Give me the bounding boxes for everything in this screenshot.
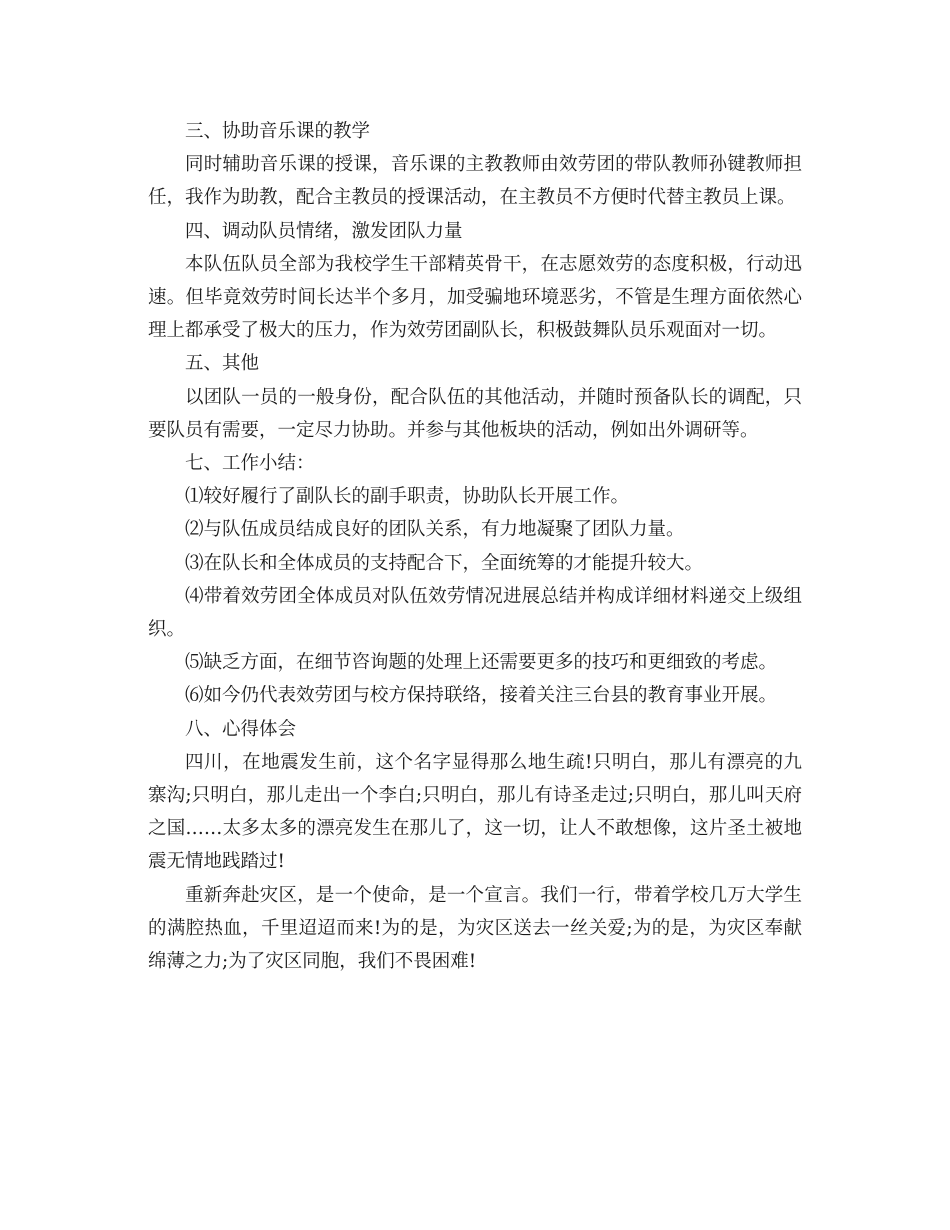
section-heading-other: 五、其他 xyxy=(185,353,260,375)
section-heading-work-summary: 七、工作小结： xyxy=(185,453,315,475)
summary-item-1: ⑴较好履行了副队长的副手职责，协助队长开展工作。 xyxy=(185,486,630,508)
section-heading-assist-music: 三、协助音乐课的教学 xyxy=(185,121,371,142)
paragraph-reflection-sichuan: 四川，在地震发生前，这个名字显得那么地生疏!只明白，那儿有漂亮的九寨沟;只明白，那儿走出一个李白;只明白，那儿有诗圣走过;只明白，那儿叫天府之国……太多太多的漂亮发生在那儿了，这一切，让人不敢想像，这片圣土被地震无情地践踏过! xyxy=(148,751,802,873)
section-heading-reflections: 八、心得体会 xyxy=(185,718,297,740)
paragraph-assist-music: 同时辅助音乐课的授课，音乐课的主教教师由效劳团的带队教师孙键教师担任，我作为助教，配合主教员的授课活动，在主教员不方便时代替主教员上课。 xyxy=(148,154,802,209)
document-body xyxy=(148,115,802,978)
paragraph-other: 以团队一员的一般身份，配合队伍的其他活动，并随时预备队长的调配，只要队员有需要，一定尽力协助。并参与其他板块的活动，例如出外调研等。 xyxy=(148,386,802,441)
section-heading-motivate-team: 四、调动队员情绪，激发团队力量 xyxy=(185,220,463,242)
summary-item-3: ⑶在队长和全体成员的支持配合下，全面统筹的才能提升较大。 xyxy=(185,552,704,574)
summary-item-6: ⑹如今仍代表效劳团与校方保持联络，接着关注三台县的教育事业开展。 xyxy=(185,685,778,707)
summary-item-4: ⑷带着效劳团全体成员对队伍效劳情况进展总结并构成详细材料递交上级组织。 xyxy=(148,585,802,641)
paragraph-reflection-mission: 重新奔赴灾区，是一个使命，是一个宣言。我们一行，带着学校几万大学生的满腔热血，千里迢迢而来!为的是，为灾区送去一丝关爱;为的是，为灾区奉献绵薄之力;为了灾区同胞，我们不畏困难! xyxy=(148,884,802,973)
summary-item-5: ⑸缺乏方面，在细节咨询题的处理上还需要更多的技巧和更细致的考虑。 xyxy=(185,652,778,674)
paragraph-motivate-team: 本队伍队员全部为我校学生干部精英骨干，在志愿效劳的态度积极，行动迅速。但毕竟效劳时间长达半个多月，加受骗地环境恶劣，不管是生理方面依然心理上都承受了极大的压力，作为效劳团副队长，积极鼓舞队员乐观面对一切。 xyxy=(148,253,802,342)
summary-item-2: ⑵与队伍成员结成良好的团队关系，有力地凝聚了团队力量。 xyxy=(185,519,685,541)
